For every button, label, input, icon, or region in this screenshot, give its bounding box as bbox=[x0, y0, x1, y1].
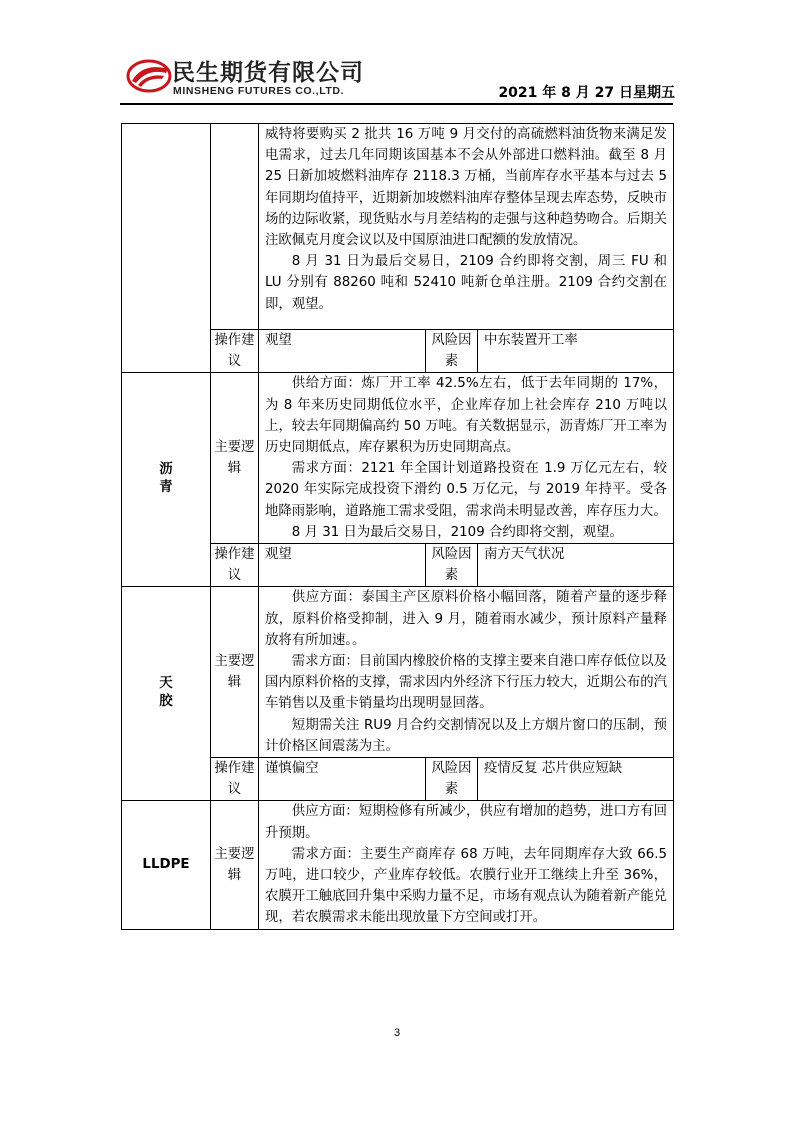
product-cell bbox=[122, 373, 211, 587]
minsheng-logo-icon bbox=[126, 59, 172, 93]
table-row bbox=[122, 587, 674, 758]
page-number: 3 bbox=[393, 1027, 401, 1039]
main-logic-label: 主要逻辑 bbox=[211, 373, 259, 544]
operation-label: 操作建议 bbox=[211, 544, 259, 587]
risk-value: 疫情反复 芯片供应短缺 bbox=[478, 758, 674, 801]
product-cell bbox=[122, 587, 211, 801]
main-logic-content bbox=[259, 373, 674, 544]
logic-paragraph: 供给方面：炼厂开工率 42.5%左右，低于去年同期的 17%，为 8 年来历史同期低位水平，企业库存加上社会库存 210 万吨以上，较去年同期偏高约 50 万吨。有关数据显示，沥青炼厂开工率为历史同期低点，库存累积为历史同期高点。 bbox=[265, 376, 668, 456]
main-logic-content bbox=[259, 801, 674, 929]
table-row bbox=[122, 801, 674, 929]
header-divider bbox=[120, 103, 673, 105]
product-name: 天胶 bbox=[159, 676, 173, 710]
risk-value: 中东装置开工率 bbox=[478, 330, 674, 373]
company-name-en: MINSHENG FUTURES CO.,LTD. bbox=[173, 85, 345, 97]
main-logic-label: 主要逻辑 bbox=[211, 587, 259, 758]
risk-label: 风险因素 bbox=[426, 758, 478, 801]
operation-value: 观望 bbox=[259, 544, 426, 587]
risk-value: 南方天气状况 bbox=[478, 544, 674, 587]
page-header bbox=[120, 52, 675, 104]
operation-label: 操作建议 bbox=[211, 758, 259, 801]
logic-paragraph: 供应方面：泰国主产区原料价格小幅回落，随着产量的逐步释放，原料价格受抑制，进入 9 月，随着雨水减少，预计原料产量释放将有所加速。。 bbox=[265, 590, 668, 648]
logic-paragraph: 短期需关注 RU9 月合约交割情况以及上方烟片窗口的压制，预计价格区间震荡为主。 bbox=[265, 717, 668, 754]
report-date: 2021 年 8 月 27 日星期五 bbox=[498, 85, 675, 101]
product-name: 沥青 bbox=[159, 462, 173, 496]
logic-paragraph: 需求方面：目前国内橡胶价格的支撑主要来自港口库存低位以及国内原料价格的支撑，需求因内外经济下行压力较大，近期公布的汽车销售以及重卡销量均出现明显回落。 bbox=[265, 654, 668, 712]
risk-label: 风险因素 bbox=[426, 544, 478, 587]
main-logic-content bbox=[259, 587, 674, 758]
logic-paragraph: 需求方面：2121 年全国计划道路投资在 1.9 万亿元左右，较 2020 年实际完成投资下滑约 0.5 万亿元，与 2019 年持平。受各地降雨影响，道路施工需求受阻，需求尚未明显改善，库存压力大。 bbox=[265, 461, 668, 519]
main-logic-label-cell bbox=[211, 124, 259, 330]
operation-value: 观望 bbox=[259, 330, 426, 373]
logic-paragraph: 需求方面：主要生产商库存 68 万吨，去年同期库存大致 66.5 万吨，进口较少，产业库存较低。农膜行业开工继续上升至 36%，农膜开工触底回升集中采购力量不足，市场有观点认为随着新产能兑现，若农膜需求未能出现放量下方空间或打开。 bbox=[265, 846, 668, 926]
product-cell bbox=[122, 124, 211, 373]
risk-label: 风险因素 bbox=[426, 330, 478, 373]
commodity-analysis-table bbox=[121, 123, 674, 930]
company-name-cn: 民生期货有限公司 bbox=[172, 60, 364, 86]
logic-paragraph: 8 月 31 日为最后交易日，2109 合约即将交割，周三 FU 和 LU 分别有 88260 吨和 52410 吨新仓单注册。2109 合约交割在即，观望。 bbox=[265, 254, 668, 312]
main-logic-content bbox=[259, 124, 674, 330]
main-logic-label: 主要逻辑 bbox=[211, 801, 259, 929]
operation-label: 操作建议 bbox=[211, 330, 259, 373]
table-row bbox=[122, 373, 674, 544]
product-name: LLDPE bbox=[142, 857, 190, 873]
logic-paragraph: 8 月 31 日为最后交易日，2109 合约即将交割，观望。 bbox=[291, 524, 623, 540]
logic-paragraph: 供应方面：短期检修有所减少，供应有增加的趋势，进口方有回升预期。 bbox=[265, 804, 668, 841]
table-row bbox=[122, 124, 674, 330]
logic-paragraph: 威特将要购买 2 批共 16 万吨 9 月交付的高硫燃料油货物来满足发电需求，过去几年同期该国基本不会从外部进口燃料油。截至 8 月 25 日新加坡燃料油库存 2118.3 万桶，当前库存水平基本与过去 5 年同期均值持平，近期新加坡燃料油库存整体呈现去库态势，反映市场的边际收紧，现货贴水与月差结构的走强与这种趋势吻合。后期关注欧佩克月度会议以及中国原油进口配额的发放情况。 bbox=[265, 127, 668, 249]
operation-value: 谨慎偏空 bbox=[259, 758, 426, 801]
product-cell bbox=[122, 801, 211, 929]
